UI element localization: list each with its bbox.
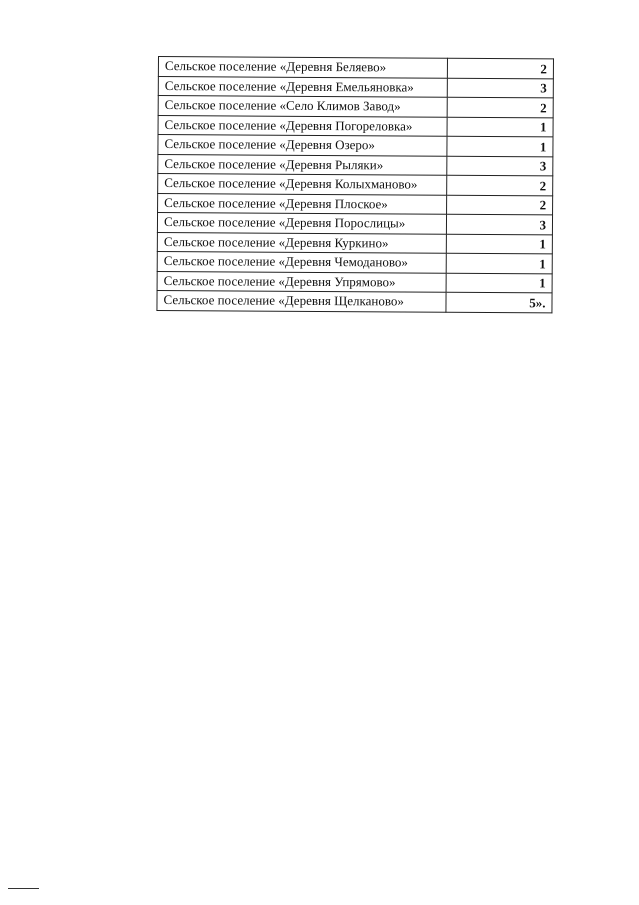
settlement-count-cell: 2 <box>447 58 554 78</box>
table-row <box>158 154 553 176</box>
settlement-count-cell: 5». <box>446 292 553 312</box>
table-row <box>157 213 552 235</box>
settlement-count-cell: 3 <box>447 78 554 98</box>
settlement-count-cell: 1 <box>447 117 554 137</box>
settlements-table <box>156 56 554 313</box>
settlement-count-cell: 2 <box>446 175 553 195</box>
settlement-count-cell: 2 <box>446 195 553 215</box>
settlement-name-cell: Сельское поселение «Деревня Порослицы» <box>157 213 446 234</box>
table-row <box>157 290 552 312</box>
table-row <box>158 76 553 98</box>
settlement-name-cell: Сельское поселение «Деревня Емельяновка» <box>158 76 447 97</box>
table-row <box>157 232 552 254</box>
table-row <box>158 135 553 157</box>
settlement-name-cell: Сельское поселение «Деревня Рыляки» <box>158 154 447 175</box>
settlement-count-cell: 2 <box>447 97 554 117</box>
settlement-name-cell: Сельское поселение «Деревня Щелканово» <box>157 290 446 311</box>
settlement-name-cell: Сельское поселение «Деревня Плоское» <box>158 193 447 214</box>
table-row <box>158 96 553 118</box>
settlement-count-cell: 1 <box>446 273 553 293</box>
settlement-name-cell: Сельское поселение «Деревня Беляево» <box>158 57 447 78</box>
settlement-count-cell: 3 <box>446 156 553 176</box>
settlement-count-cell: 1 <box>446 234 553 254</box>
settlement-name-cell: Сельское поселение «Деревня Чемоданово» <box>157 251 446 272</box>
settlement-count-cell: 1 <box>446 253 553 273</box>
table-row <box>158 115 553 137</box>
table-row <box>157 251 552 273</box>
settlement-name-cell: Сельское поселение «Деревня Куркино» <box>157 232 446 253</box>
settlement-count-cell: 1 <box>446 136 553 156</box>
table-row <box>157 271 552 293</box>
table-row <box>158 193 553 215</box>
footnote-separator-line <box>8 888 39 889</box>
settlement-count-cell: 3 <box>446 214 553 234</box>
settlement-name-cell: Сельское поселение «Деревня Озеро» <box>158 135 447 156</box>
settlement-name-cell: Сельское поселение «Деревня Колыхманово» <box>158 174 447 195</box>
table-row <box>158 57 553 79</box>
table-row <box>158 174 553 196</box>
settlement-name-cell: Сельское поселение «Деревня Упрямово» <box>157 271 446 292</box>
settlement-name-cell: Сельское поселение «Село Климов Завод» <box>158 96 447 117</box>
settlement-name-cell: Сельское поселение «Деревня Погореловка» <box>158 115 447 136</box>
